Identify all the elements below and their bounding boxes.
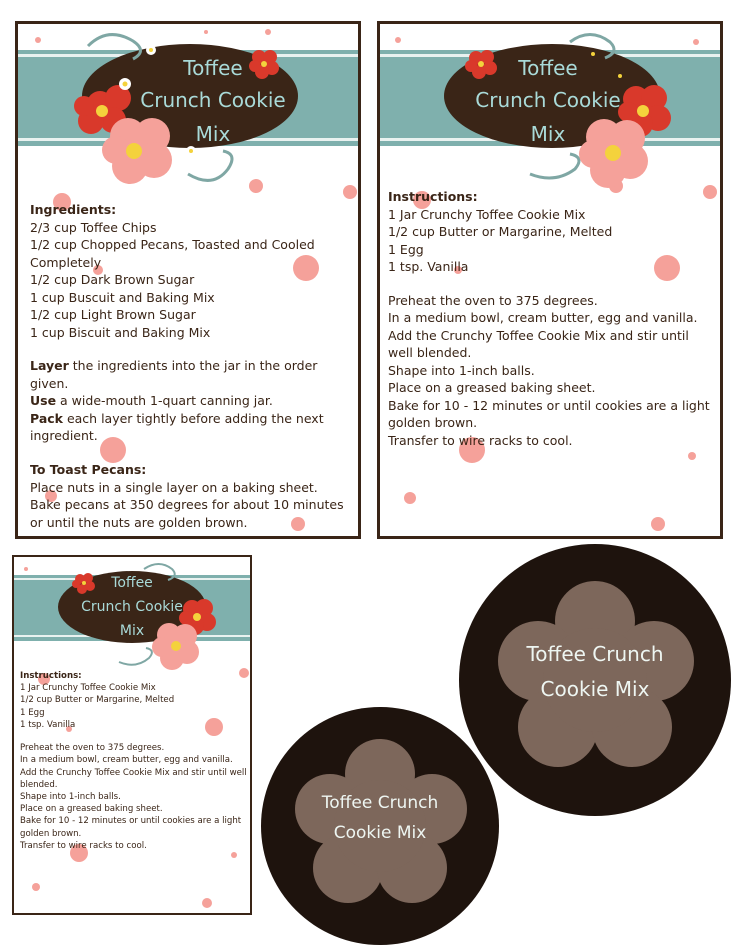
use-instruction <box>30 392 352 410</box>
instruction-step: Bake for 10 - 12 minutes or until cookies are a light golden brown. <box>388 397 710 431</box>
instruction-step: Transfer to wire racks to cool. <box>388 432 573 448</box>
ingredient-item: 2/3 cup Toffee Chips <box>30 219 157 235</box>
title-line-1: Toffee <box>111 575 153 591</box>
toast-step: Bake pecans at 350 degrees for about 10 minutes or until the nuts are golden brown. <box>30 497 344 530</box>
instructions-heading: Instructions: <box>388 189 478 204</box>
ingredients-text <box>30 201 352 531</box>
instruction-step: Add the Crunchy Toffee Cookie Mix and stir until well blended. <box>388 327 689 361</box>
round-label-line-2: Cookie Mix <box>333 823 427 843</box>
instruction-step: Preheat the oven to 375 degrees. <box>388 292 598 308</box>
instruction-item: 1/2 cup Butter or Margarine, Melted <box>388 224 613 239</box>
instruction-step: Preheat the oven to 375 degrees. <box>20 743 165 754</box>
pack-instruction <box>30 410 352 445</box>
instruction-item: 1 Egg <box>20 707 45 718</box>
instructions-card <box>377 21 723 539</box>
title-line-2: Crunch Cookie <box>475 88 621 112</box>
instruction-item: 1 tsp. Vanilla <box>20 719 76 730</box>
instruction-step: Transfer to wire racks to cool. <box>20 840 147 851</box>
instructions-text-small <box>20 670 248 852</box>
layer-bold: Layer <box>30 358 69 374</box>
title-line-3: Mix <box>195 122 231 146</box>
instructions-card-small <box>12 555 252 915</box>
title-line-2: Crunch Cookie <box>81 599 183 615</box>
instructions-heading: Instructions: <box>20 671 82 681</box>
title-line-2: Crunch Cookie <box>140 88 286 112</box>
round-label-line-1: Toffee Crunch <box>321 793 439 813</box>
title-line-3: Mix <box>119 623 145 639</box>
round-label-line-1: Toffee Crunch <box>526 642 664 666</box>
instruction-item: 1 Jar Crunchy Toffee Cookie Mix <box>20 683 156 694</box>
toast-heading: To Toast Pecans: <box>30 462 147 477</box>
instructions-text <box>388 188 716 449</box>
instruction-step: In a medium bowl, cream butter, egg and vanilla. <box>20 755 233 766</box>
instruction-step: Place on a greased baking sheet. <box>20 804 163 815</box>
round-label-line-2: Cookie Mix <box>540 677 650 701</box>
ingredients-card <box>15 21 361 539</box>
instruction-step: Bake for 10 - 12 minutes or until cookies are a light golden brown. <box>20 816 242 839</box>
instruction-step: Shape into 1-inch balls. <box>20 792 121 802</box>
use-bold: Use <box>30 393 57 409</box>
ingredient-item: 1/2 cup Light Brown Sugar <box>30 307 196 322</box>
layer-text: the ingredients into the jar in the order given. <box>30 358 318 391</box>
instruction-step: In a medium bowl, cream butter, egg and vanilla. <box>388 310 698 326</box>
layer-instruction <box>30 357 352 392</box>
title-line-3: Mix <box>530 122 566 146</box>
toast-step: Place nuts in a single layer on a baking sheet. <box>30 479 318 495</box>
instruction-step: Add the Crunchy Toffee Cookie Mix and stir until well blended. <box>20 767 247 790</box>
ingredient-item: 1 cup Biscuit and Baking Mix <box>30 324 211 340</box>
instruction-step: Shape into 1-inch balls. <box>388 362 535 378</box>
ingredient-item: 1 cup Buscuit and Baking Mix <box>30 289 215 305</box>
instruction-item: 1/2 cup Butter or Margarine, Melted <box>20 695 175 706</box>
ingredients-heading: Ingredients: <box>30 202 117 217</box>
pack-text: each layer tightly before adding the next ingredient. <box>30 410 324 444</box>
instruction-item: 1 Egg <box>388 241 424 257</box>
ingredient-item: 1/2 cup Dark Brown Sugar <box>30 272 195 287</box>
pack-bold: Pack <box>30 410 63 426</box>
ingredient-item: 1/2 cup Chopped Pecans, Toasted and Cooled Completely <box>30 237 315 270</box>
instruction-item: 1 Jar Crunchy Toffee Cookie Mix <box>388 206 586 222</box>
title-line-1: Toffee <box>183 56 243 80</box>
use-text: a wide-mouth 1-quart canning jar. <box>56 393 273 409</box>
instruction-item: 1 tsp. Vanilla <box>388 259 469 274</box>
round-label-small <box>260 706 500 946</box>
instruction-step: Place on a greased baking sheet. <box>388 380 596 396</box>
title-line-1: Toffee <box>518 56 578 80</box>
